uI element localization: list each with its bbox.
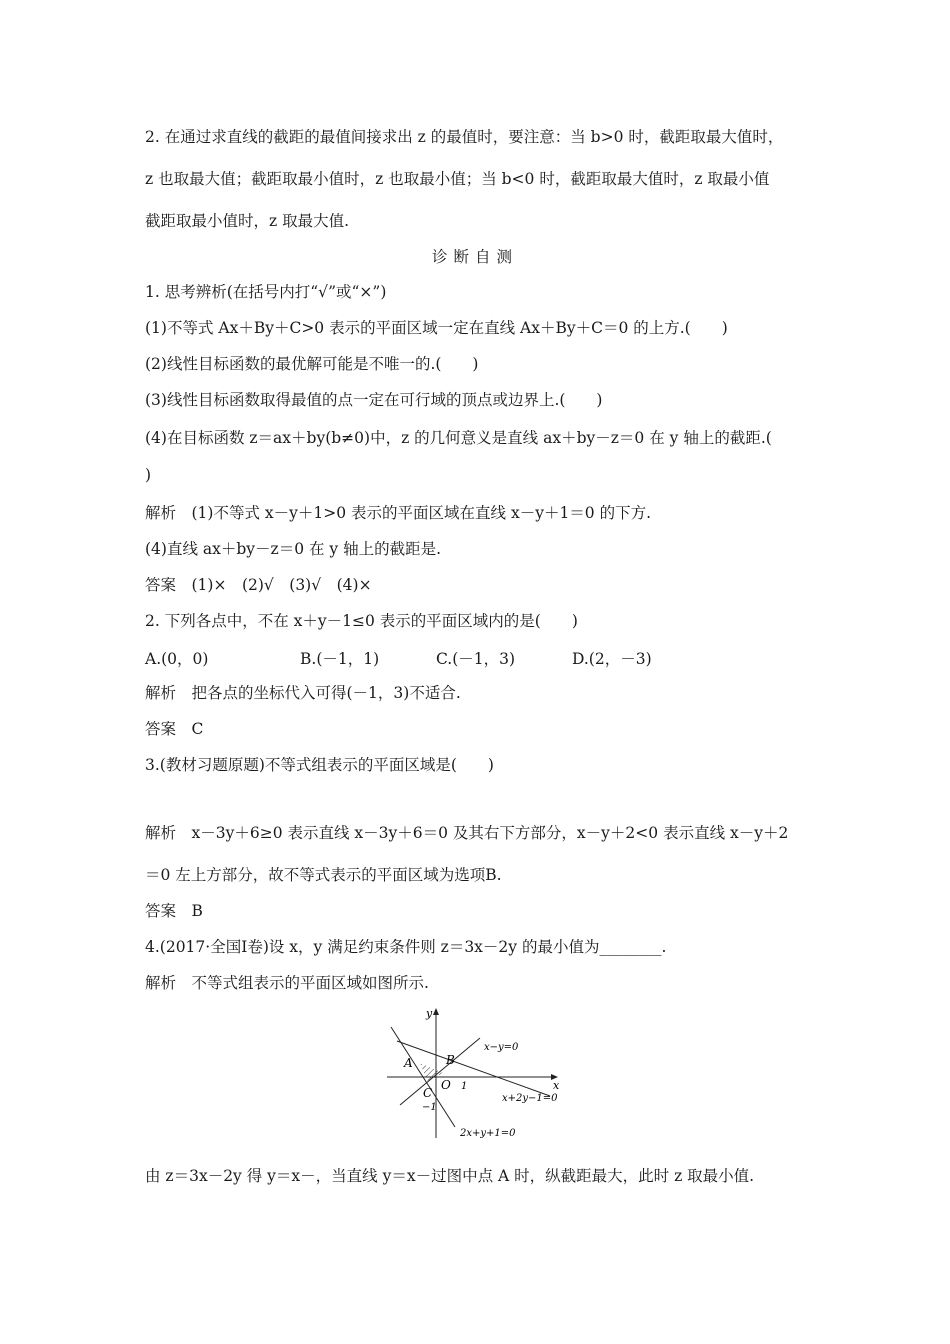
- point-b-label: B: [446, 1053, 455, 1067]
- para2-line2: z 也取最大值；截距取最小值时，z 也取最小值；当 b<0 时，截距取最大值时，z 取最小值: [145, 170, 770, 188]
- q2-analysis: 解析 把各点的坐标代入可得(－1，3)不适合.: [145, 684, 461, 702]
- origin-label: O: [441, 1078, 451, 1092]
- para2-line1: 2. 在通过求直线的截距的最值间接求出 z 的最值时，要注意：当 b>0 时，截距取最大值时，: [145, 128, 784, 146]
- q2-option-c: C.(－1，3): [436, 650, 516, 668]
- q1-answer: 答案 (1)× (2)√ (3)√ (4)×: [145, 576, 372, 594]
- tick-label-neg1: −1: [422, 1102, 437, 1113]
- para2-line3: 截距取最小值时，z 取最大值.: [145, 212, 350, 230]
- q3-stem: 3.(教材习题原题)不等式组表示的平面区域是( ): [145, 756, 494, 774]
- y-axis-arrow: [433, 1008, 439, 1015]
- q2-option-b: B.(－1，1): [300, 650, 380, 668]
- point-a-label: A: [404, 1056, 413, 1070]
- q2-option-d: D.(2，－3): [572, 650, 652, 668]
- line-label-2x-plus-y-plus-1: 2x+y+1=0: [460, 1128, 516, 1139]
- feasible-region-figure: [375, 1003, 590, 1143]
- axis-label-x: x: [553, 1079, 560, 1092]
- q1-stem: 1. 思考辨析(在括号内打“√”或“×”): [145, 283, 387, 301]
- tick-label-1: 1: [461, 1081, 468, 1092]
- line-label-x-plus-2y-minus-1: x+2y−1=0: [502, 1093, 558, 1104]
- q2-stem: 2. 下列各点中，不在 x＋y－1≤0 表示的平面区域内的是( ): [145, 612, 578, 630]
- q4-conclusion: 由 z＝3x－2y 得 y＝x－，当直线 y＝x－过图中点 A 时，纵截距最大，此时 z 取最小值.: [145, 1167, 755, 1185]
- q1-statement-3: (3)线性目标函数取得最值的点一定在可行域的顶点或边界上.( ): [145, 391, 603, 409]
- q1-analysis-1: 解析 (1)不等式 x－y＋1>0 表示的平面区域在直线 x－y＋1＝0 的下方.: [145, 504, 652, 522]
- q4-stem: 4.(2017·全国Ⅰ卷)设 x，y 满足约束条件则 z＝3x－2y 的最小值为________.: [145, 938, 667, 956]
- q2-option-a: A.(0，0): [145, 650, 209, 668]
- q3-analysis-1: 解析 x－3y＋6≥0 表示直线 x－3y＋6＝0 及其右下方部分，x－y＋2<0 表示直线 x－y＋2: [145, 824, 789, 842]
- q1-statement-4-bracket: ): [145, 466, 152, 484]
- section-title: 诊断自测: [431, 248, 518, 266]
- q2-answer: 答案 C: [145, 720, 204, 738]
- q4-analysis: 解析 不等式组表示的平面区域如图所示.: [145, 974, 429, 992]
- q1-statement-4: (4)在目标函数 z＝ax＋by(b≠0)中，z 的几何意义是直线 ax＋by－z＝0 在 y 轴上的截距.(: [145, 429, 772, 447]
- q3-analysis-2: ＝0 左上方部分，故不等式表示的平面区域为选项B.: [145, 866, 502, 884]
- line-label-x-minus-y: x−y=0: [484, 1042, 519, 1053]
- q1-statement-2: (2)线性目标函数的最优解可能是不唯一的.( ): [145, 355, 479, 373]
- q3-answer: 答案 B: [145, 902, 203, 920]
- point-c-label: C: [423, 1086, 433, 1100]
- q1-analysis-2: (4)直线 ax＋by－z＝0 在 y 轴上的截距是.: [145, 540, 442, 558]
- axis-label-y: y: [426, 1007, 433, 1020]
- line-x-minus-y: [400, 1038, 480, 1105]
- q1-statement-1: (1)不等式 Ax＋By＋C>0 表示的平面区域一定在直线 Ax＋By＋C＝0 的上方.( ): [145, 319, 728, 337]
